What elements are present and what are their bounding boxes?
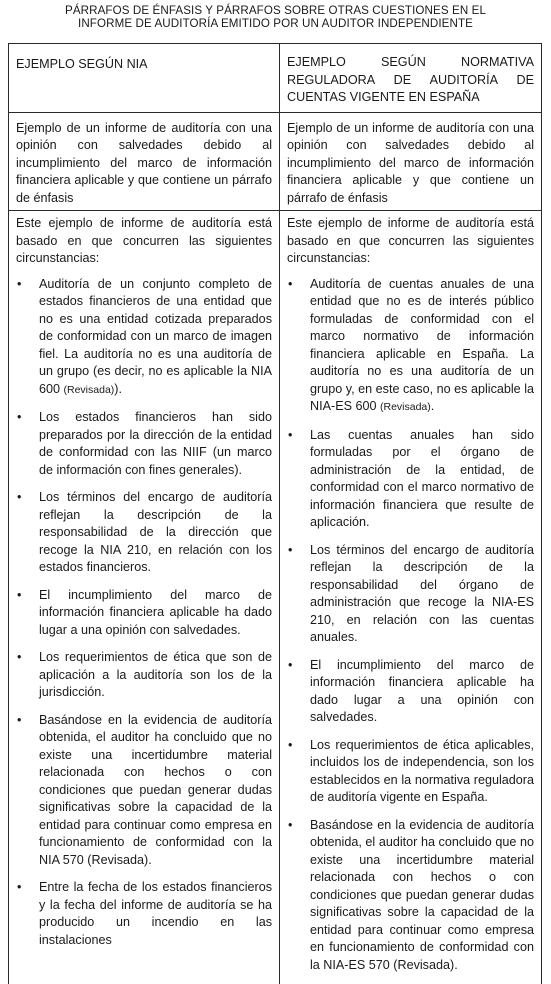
left-title-text: Ejemplo de un informe de auditoría con una opinión con salvedades debido al incumplimiento del marco de información financiera aplicable y que contiene un párrafo de énfasis [16,120,272,208]
bullet-icon: • [17,489,21,507]
list-item-text: Auditoría de un conjunto completo de estados financieros de una entidad que no es una entidad cotizada preparados de conformidad con un marco de imagen fiel. La auditoría no es una auditoría de un grupo (es decir, no es aplicable la NIA 600 [39,277,272,396]
list-item [287,657,534,727]
circumstances-row [9,211,542,984]
bullet-icon: • [288,817,292,835]
right-circumstances-cell [280,211,542,984]
bullet-icon: • [17,649,21,667]
list-item-text: Los términos del encargo de auditoría reflejan la descripción de la responsabilidad de la dirección que recoge la NIA 210, en relación con los estados financieros. [39,490,272,574]
list-item [287,427,534,532]
bullet-icon: • [17,712,21,730]
list-item-text: Basándose en la evidencia de auditoría obtenida, el auditor ha concluido que no existe una incertidumbre material relacionada con hechos o con condiciones que puedan generar dudas significativas sobre la capacidad de la entidad para continuar como empresa en funcionamiento de conformidad con la NIA-ES 570 (Revisada). [310,818,534,972]
column-heading-row [9,44,542,113]
list-item-text: Los requerimientos de ética que son de aplicación a la auditoría son los de la jurisdicción. [39,650,272,699]
list-item [16,879,272,949]
list-item-text: El incumplimiento del marco de información financiera aplicable ha dado lugar a una opinión con salvedades. [39,588,272,637]
list-item [16,649,272,702]
list-item [16,276,272,400]
list-item-note: (Revisada) [64,384,115,396]
list-item-tail: . [431,399,435,413]
list-item [16,409,272,479]
list-item-text: Los requerimientos de ética aplicables, incluidos los de independencia, son los establecidos en la normativa reguladora de auditoría vigente en España. [310,738,534,805]
list-item-text: Entre la fecha de los estados financieros y la fecha del informe de auditoría se ha producido un incendio en las instalaciones [39,880,272,947]
right-heading-text: EJEMPLO SEGÚN NORMATIVA REGULADORA DE AUDITORÍA DE CUENTAS VIGENTE EN ESPAÑA [287,54,534,107]
bullet-icon: • [288,276,292,294]
list-item-note: (Revisada) [380,401,431,413]
right-intro-text: Este ejemplo de informe de auditoría está basado en que concurren las siguientes circunstancias: [287,215,534,268]
bullet-icon: • [288,427,292,445]
document-header [0,4,551,30]
list-item-text: Auditoría de cuentas anuales de una entidad que no es de interés público formuladas de conformidad con el marco normativo de información financiera aplicable en España. La auditoría no es una auditoría de un grupo y, en este caso, no es aplicable la NIA-ES 600 [310,277,534,414]
list-item [287,737,534,807]
bullet-icon: • [17,879,21,897]
list-item-text: Las cuentas anuales han sido formuladas por el órgano de administración de la entidad, de conformidad con el marco normativo de información financiera que resulte de aplicación. [310,428,534,530]
left-circumstances-cell [9,211,280,984]
example-title-row [9,112,542,211]
left-column-heading [9,44,280,113]
left-example-title [9,112,280,211]
right-example-title [280,112,542,211]
list-item [287,817,534,975]
list-item [16,712,272,870]
header-line-1: PÁRRAFOS DE ÉNFASIS Y PÁRRAFOS SOBRE OTRAS CUESTIONES EN EL [0,4,551,17]
left-intro-text: Este ejemplo de informe de auditoría está basado en que concurren las siguientes circunstancias: [16,215,272,268]
bullet-icon: • [17,409,21,427]
right-title-text: Ejemplo de un informe de auditoría con una opinión con salvedades debido al incumplimiento del marco de información financiera aplicable y que contiene un párrafo de énfasis [287,120,534,208]
bullet-icon: • [17,276,21,294]
bullet-icon: • [288,542,292,560]
left-heading-text: EJEMPLO SEGÚN NIA [16,56,272,74]
right-bullet-list [287,276,534,975]
bullet-icon: • [288,737,292,755]
comparison-table [8,43,542,984]
list-item-tail: ). [114,382,122,396]
left-bullet-list [16,276,272,950]
header-line-2: INFORME DE AUDITORÍA EMITIDO POR UN AUDITOR INDEPENDIENTE [0,17,551,30]
right-column-heading [280,44,542,113]
bullet-icon: • [17,587,21,605]
list-item-text: Los estados financieros han sido preparados por la dirección de la entidad de conformidad con las NIIF (un marco de información con fines generales). [39,410,272,477]
list-item [16,587,272,640]
list-item-text: El incumplimiento del marco de información financiera aplicable ha dado lugar a una opinión con salvedades. [310,658,534,725]
list-item-text: Los términos del encargo de auditoría reflejan la descripción de la responsabilidad del órgano de administración que recoge la NIA-ES 210, en relación con las cuentas anuales. [310,543,534,645]
list-item [287,276,534,417]
list-item [16,489,272,577]
list-item-text: Basándose en la evidencia de auditoría obtenida, el auditor ha concluido que no existe una incertidumbre material relacionada con hechos o con condiciones que puedan generar dudas significativas sobre la capacidad de la entidad para continuar como empresa en funcionamiento de conformidad con la NIA 570 (Revisada). [39,713,272,867]
list-item [287,542,534,647]
bullet-icon: • [288,657,292,675]
